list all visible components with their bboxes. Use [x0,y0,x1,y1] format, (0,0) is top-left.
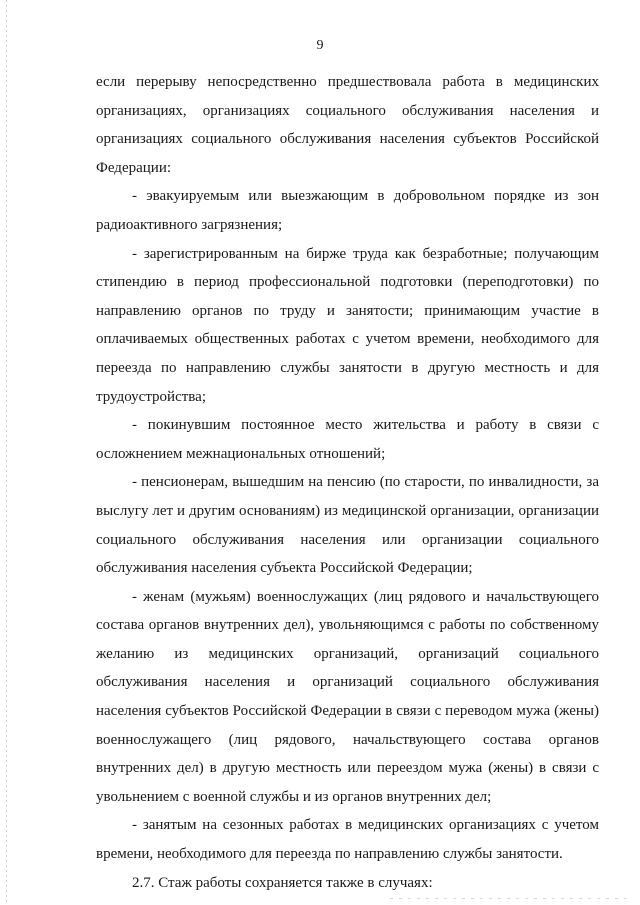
section-heading-2-7: 2.7. Стаж работы сохраняется также в случаях: [132,874,433,891]
scan-edge-left [6,0,7,905]
list-item-military-spouses: - женам (мужьям) военнослужащих (лиц рядового и начальствующего состава органов внутренних дел), увольняющимся с работы по собственному желанию из медицинских организаций, организаций социального обслуживания населения и организаций социального обслуживания населения субъектов Российской Федерации в связи с переводом мужа (жены) военнослужащего (лиц рядового, начальствующего состава органов внутренних дел) в другую местность или переездом мужа (жены) в связи с увольнением с военной службы и из органов внутренних дел; [96,588,599,805]
scan-edge-bottom [390,898,630,899]
list-item-pensioners: - пенсионерам, вышедшим на пенсию (по старости, по инвалидности, за выслугу лет и другим основаниям) из медицинской организации, организации социального обслуживания населения или организации социального обслуживания населения субъекта Российской Федерации; [96,474,599,577]
page-number: 9 [316,38,324,53]
list-item-evacuated: - эвакуируемым или выезжающим в добровольном порядке из зон радиоактивного загрязнения; [96,188,599,233]
list-item-relocated: - покинувшим постоянное место жительства и работу в связи с осложнением межнациональных отношений; [96,417,599,462]
document-body [96,68,599,897]
list-item-seasonal: - занятым на сезонных работах в медицинских организациях с учетом времени, необходимого для переезда по направлению службы занятости. [96,817,599,863]
list-item-unemployed: - зарегистрированным на бирже труда как безработные; получающим стипендию в период профессиональной подготовки (переподготовки) по направлению органов по труду и занятости; принимающим участие в оплачиваемых общественных работах с учетом времени, необходимого для переезда по направлению службы занятости в другую местность и для трудоустройства; [96,245,599,405]
paragraph-intro: если перерыву непосредственно предшествовала работа в медицинских организациях, организациях социального обслуживания населения и организациях социального обслуживания населения субъектов Российской Федерации: [96,74,599,176]
